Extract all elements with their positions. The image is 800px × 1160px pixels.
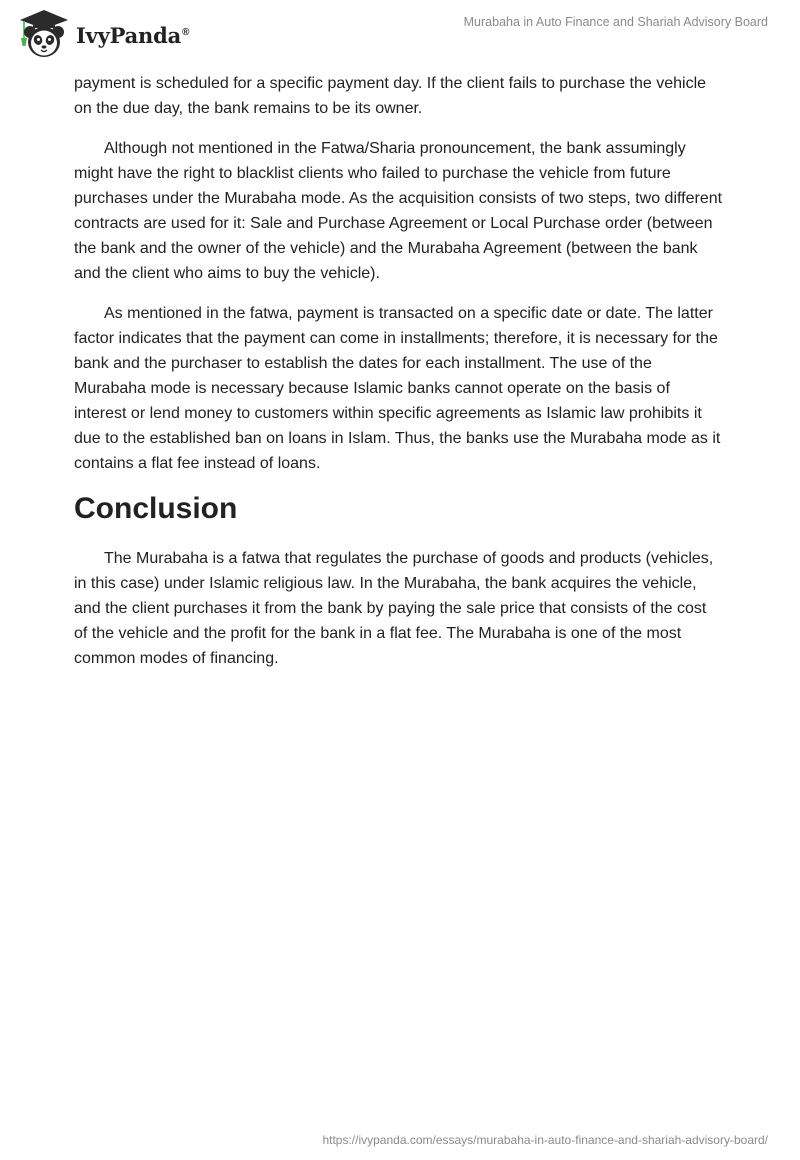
- conclusion-heading: Conclusion: [74, 492, 238, 525]
- source-url[interactable]: https://ivypanda.com/essays/murabaha-in-auto-finance-and-shariah-advisory-board/: [322, 1133, 768, 1147]
- body-paragraph-2: Although not mentioned in the Fatwa/Sharia pronouncement, the bank assumingly might have the right to blacklist clients who failed to purchase the vehicle from future purchases under the Murabaha mode. As the acquisition consists of two steps, two different contracts are used for it: Sale and Purchase Agreement or Local Purchase order (between the bank and the owner of the vehicle) and the Murabaha Agreement (between the bank and the client who aims to buy the vehicle).: [74, 140, 723, 282]
- body-paragraph-1: payment is scheduled for a specific payment day. If the client fails to purchase the vehicle on the due day, the bank remains to be its owner.: [74, 75, 707, 117]
- registered-mark: ®: [182, 26, 190, 38]
- logo-wordmark: IvyPanda®: [76, 22, 190, 48]
- panda-graduate-icon: [14, 8, 74, 60]
- body-paragraph-3: As mentioned in the fatwa, payment is transacted on a specific date or date. The latter factor indicates that the payment can come in installments; therefore, it is necessary for the bank and the purchaser to establish the dates for each installment. The use of the Murabaha mode is necessary because Islamic banks cannot operate on the basis of interest or lend money to customers within specific agreements as Islamic law prohibits it due to the established ban on loans in Islam. Thus, the banks use the Murabaha mode as it contains a flat fee instead of loans.: [74, 305, 721, 472]
- ivypanda-logo[interactable]: [14, 8, 189, 60]
- page-header: [0, 0, 800, 70]
- essay-body: [74, 71, 724, 686]
- conclusion-paragraph: The Murabaha is a fatwa that regulates the purchase of goods and products (vehicles, in this case) under Islamic religious law. In the Murabaha, the bank acquires the vehicle, and the client purchases it from the bank by paying the sale price that consists of the cost of the vehicle and the profit for the bank in a flat fee. The Murabaha is one of the most common modes of financing.: [74, 550, 714, 667]
- document-title: Murabaha in Auto Finance and Shariah Advisory Board: [463, 15, 768, 29]
